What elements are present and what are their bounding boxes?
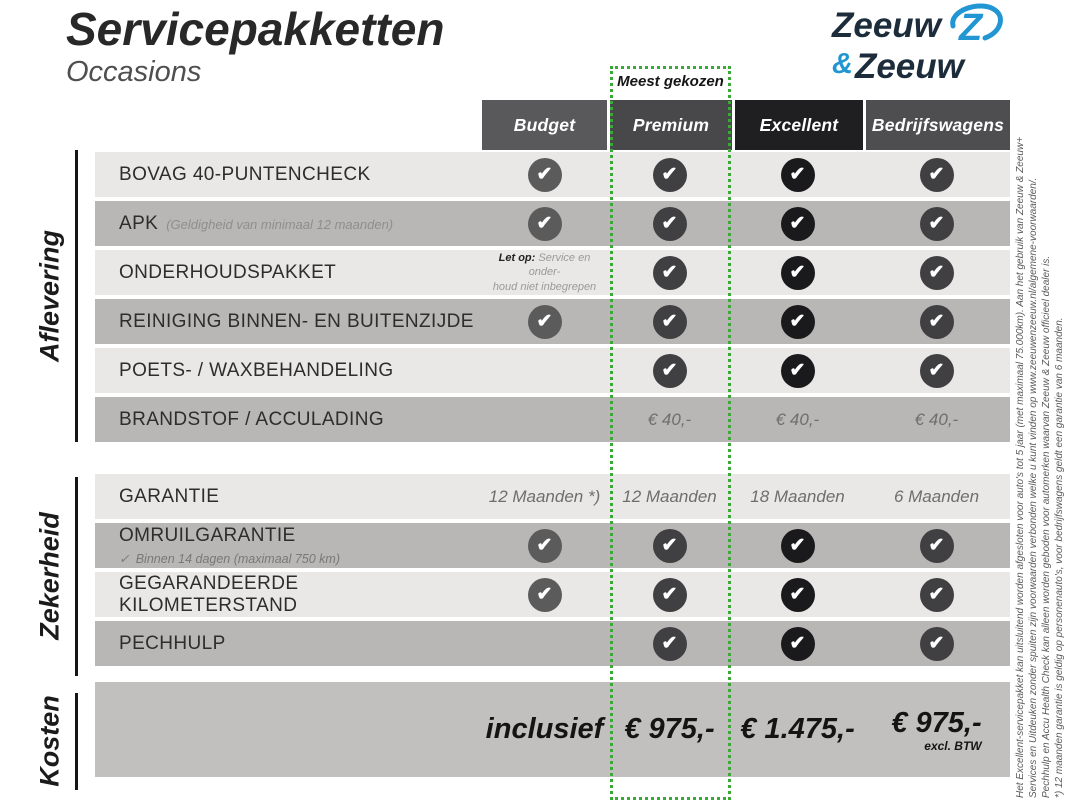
section-rail-zekerheid [75,477,78,676]
check-cell [607,250,732,295]
check-cell [732,299,863,344]
table-row-kosten [95,682,1010,777]
z-swoosh-icon [945,2,1009,53]
row-label: APK (Geldigheid van minimaal 12 maanden) [119,212,394,234]
fineprint [1014,128,1066,798]
price-cell: € 975,- [624,713,715,745]
check-cell [863,572,1010,617]
check-icon: ✔ [653,529,687,563]
row-label: GEGARANDEERDE KILOMETERSTAND [119,572,299,616]
empty-cell [482,397,607,442]
column-header-budget: Budget [482,100,607,150]
header-spacer [95,100,482,150]
check-icon: ✔ [781,256,815,290]
table-row-omruilgarantie [95,523,1010,568]
check-icon: ✔ [528,529,562,563]
text-cell: 12 Maanden [622,486,717,506]
section-label-kosten: Kosten [34,695,65,787]
row-label: BRANDSTOF / ACCULADING [119,408,384,430]
check-icon: ✔ [653,256,687,290]
row-label: OMRUILGARANTIE ✓ Binnen 14 dagen (maximaal 750 km) [119,525,341,566]
zeeuw-en-zeeuw-logo [832,8,1009,84]
check-cell [482,201,607,246]
fineprint-line: Services en Uitdeuken zonder spuiten zijn voorwaarden verbonden welke u kunt vinden op www.zeeuwenzeeuw.nl/algemene-voorwaarden/. [1028,177,1039,798]
check-icon: ✔ [920,627,954,661]
check-cell [732,523,863,568]
check-icon: ✔ [920,529,954,563]
title-block [66,4,444,89]
check-icon: ✔ [781,578,815,612]
row-label: BOVAG 40-PUNTENCHECK [119,163,371,185]
column-headers [95,100,1010,150]
check-icon: ✔ [653,627,687,661]
check-icon: ✔ [528,578,562,612]
row-label: PECHHULP [119,632,226,654]
check-cell [607,201,732,246]
price-cell: € 1.475,- [740,713,855,745]
check-cell [607,572,732,617]
check-cell [863,152,1010,197]
check-icon: ✔ [653,354,687,388]
check-icon: ✔ [781,207,815,241]
check-cell [732,201,863,246]
check-cell [863,250,1010,295]
check-cell [863,348,1010,393]
text-cell: € 40,- [647,409,692,429]
text-cell: 12 Maanden *) [488,486,601,506]
check-icon: ✔ [781,354,815,388]
check-cell [732,348,863,393]
check-icon: ✔ [653,207,687,241]
comparison-table [95,100,1010,781]
table-row-garantie [95,474,1010,519]
logo-word-2: Zeeuw [854,47,964,86]
table-body [95,152,1010,777]
check-icon: ✔ [653,305,687,339]
text-cell: 18 Maanden [750,486,845,506]
check-icon: ✔ [920,305,954,339]
check-icon: ✔ [920,158,954,192]
check-cell [607,621,732,666]
check-cell [607,299,732,344]
page-title: Servicepakketten [66,3,445,55]
row-label: REINIGING BINNEN- EN BUITENZIJDE [119,310,474,332]
check-cell [607,152,732,197]
check-cell [863,621,1010,666]
section-rail-aflevering [75,150,78,442]
row-label: ONDERHOUDSPAKKET [119,261,337,283]
table-row-onderhoudspakket [95,250,1010,295]
row-label: POETS- / WAXBEHANDELING [119,359,394,381]
check-cell [863,201,1010,246]
check-icon: ✔ [653,578,687,612]
check-cell [732,152,863,197]
check-icon: ✔ [781,529,815,563]
empty-cell [482,621,607,666]
check-cell [732,572,863,617]
table-row-poets-waxbehandeling [95,348,1010,393]
column-header-premium: Premium [607,100,732,150]
text-cell: € 40,- [914,409,959,429]
text-cell: 6 Maanden [893,486,980,506]
section-label-aflevering: Aflevering [34,229,65,363]
fineprint-line: *) 12 maanden garantie is geldig op personenauto's, voor bedrijfswagens geldt een garantie van 6 maanden. [1054,317,1065,798]
check-icon: ✔ [920,207,954,241]
check-cell [482,523,607,568]
check-icon: ✔ [781,158,815,192]
section-label-zekerheid: Zekerheid [34,512,65,640]
note-cell: Let op: Service en onder- houd niet inbegrepen [492,252,597,293]
page-subtitle: Occasions [66,55,202,88]
section-rail-kosten [75,693,78,790]
table-row-brandstof-acculading [95,397,1010,442]
check-cell [482,152,607,197]
table-row-reiniging-binnen-en-buitenzijde [95,299,1010,344]
check-icon: ✔ [528,158,562,192]
check-icon: ✔ [781,305,815,339]
meest-gekozen-badge: Meest gekozen [617,73,724,90]
check-icon: ✔ [920,354,954,388]
check-cell [732,621,863,666]
check-icon: ✔ [528,305,562,339]
table-row-apk [95,201,1010,246]
price-cell: € 975,- excl. BTW [891,706,982,753]
row-subnote: ✓ Binnen 14 dagen (maximaal 750 km) [119,552,341,566]
fineprint-line: Pechhulp en Accu Health Check kan alleen worden geboden voor automerken waarvan Zeeuw & Zeeuw officieel dealer is. [1041,255,1052,798]
text-cell: € 40,- [775,409,820,429]
table-row-bovag-40-puntencheck [95,152,1010,197]
check-icon: ✔ [920,578,954,612]
check-cell [482,299,607,344]
check-cell [607,348,732,393]
check-icon: ✔ [920,256,954,290]
check-cell [863,299,1010,344]
fineprint-line: Het Excellent-servicepakket kan uitsluitend worden afgesloten voor auto's tot 5 jaar (met maximaal 75.000km). Aan het gebruik van Zeeuw & Zeeuw+ [1015,136,1026,798]
check-cell [607,523,732,568]
logo-ampersand: & [832,48,853,80]
row-inline-note: (Geldigheid van minimaal 12 maanden) [166,216,394,232]
svg-text:Z: Z [958,7,983,48]
table-row-gegarandeerde-kilometerstand [95,572,1010,617]
price-cell: inclusief [485,713,604,745]
check-icon: ✔ [781,627,815,661]
check-icon: ✔ [528,207,562,241]
check-cell [732,250,863,295]
check-cell [863,523,1010,568]
logo-word-1: Zeeuw [832,6,941,45]
row-label: GARANTIE [119,485,220,507]
column-header-bedrijfswagens: Bedrijfswagens [863,100,1010,150]
empty-cell [482,348,607,393]
price-sub-label: excl. BTW [924,738,982,753]
column-header-excellent: Excellent [732,100,863,150]
table-row-pechhulp [95,621,1010,666]
check-cell [482,572,607,617]
check-icon: ✔ [653,158,687,192]
